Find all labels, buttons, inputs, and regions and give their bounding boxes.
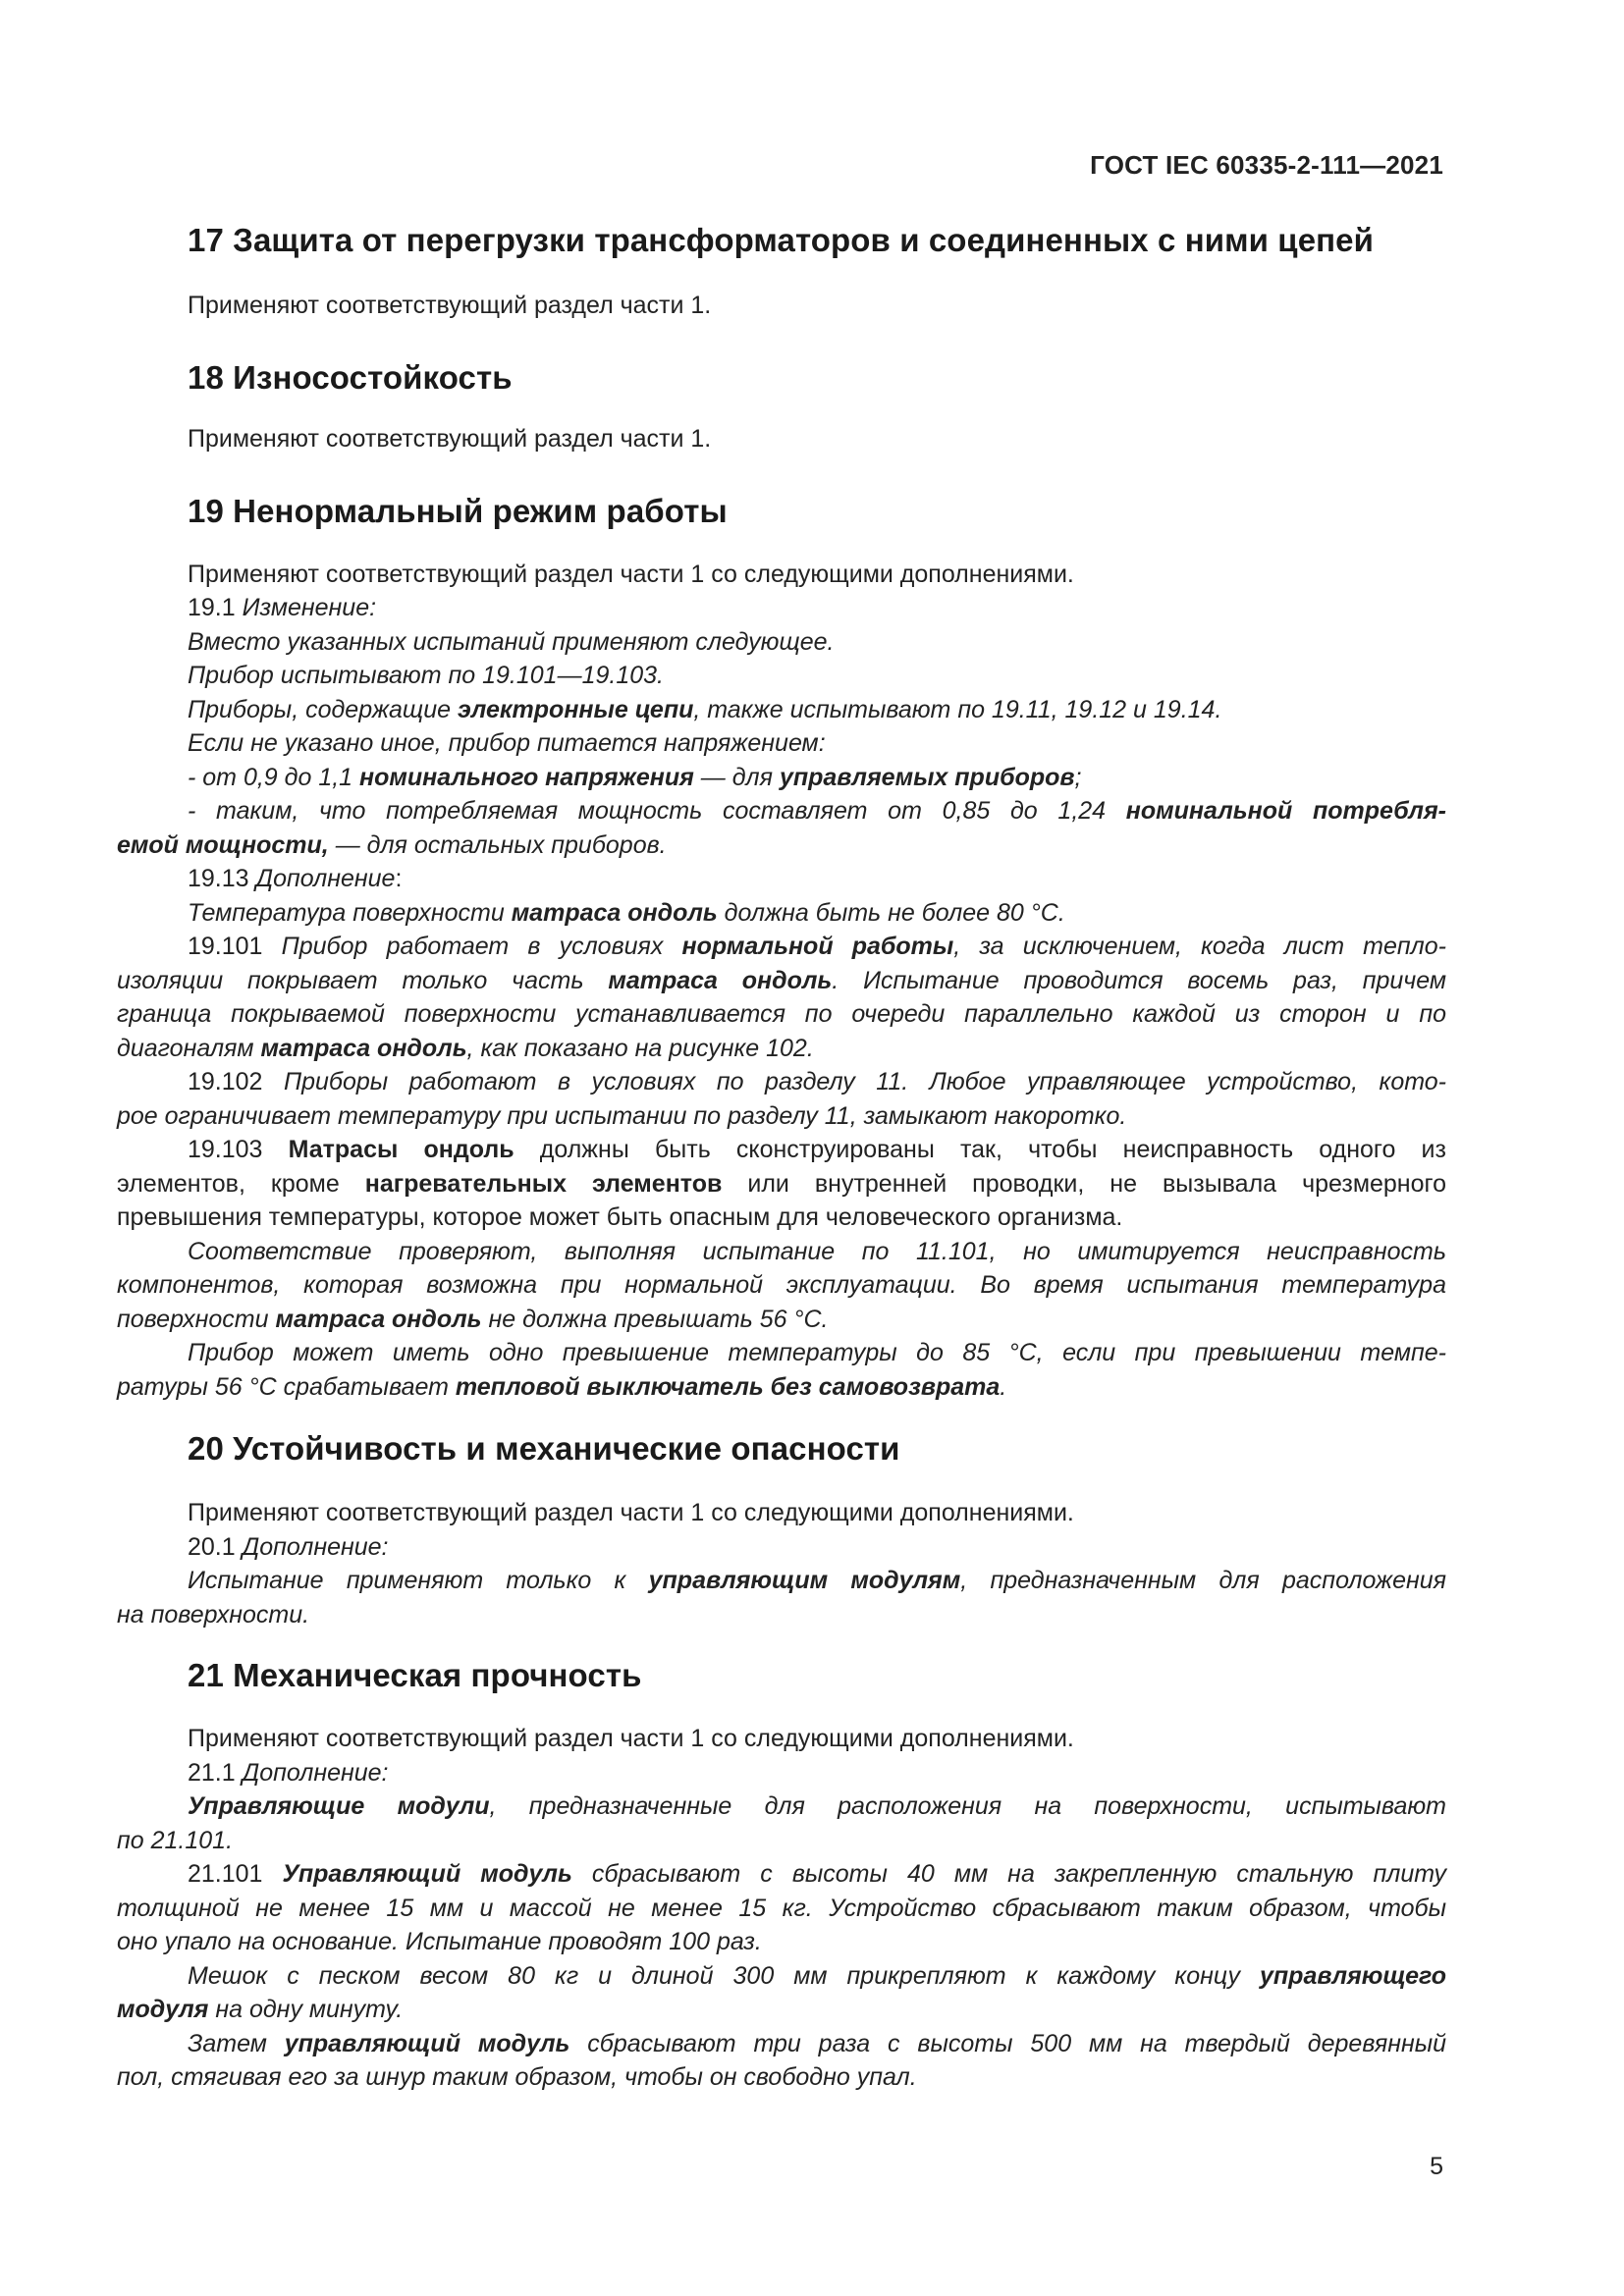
clause-19-1: 19.1 Изменение: (188, 594, 377, 621)
clause-19-103-note-line: ратуры 56 °С срабатывает тепловой выключатель без самовозврата. (117, 1373, 1007, 1401)
section-21-paragraph: Применяют соответствующий раздел части 1 со следующими дополнениями. (188, 1725, 1074, 1752)
clause-21-101-line: модуля на одну минуту. (117, 1996, 404, 2023)
section-18-paragraph: Применяют соответствующий раздел части 1. (188, 425, 712, 453)
clause-19-103-line: превышения температуры, которое может быть опасным для человеческого организма. (117, 1203, 1123, 1231)
clause-19-1-line: Если не указано иное, прибор питается напряжением: (188, 729, 826, 757)
section-21-heading: 21 Механическая прочность (188, 1657, 642, 1693)
clause-19-103: 19.103 Матрасы ондоль должны быть сконструированы так, чтобы неисправность одного из (188, 1136, 1446, 1163)
clause-19-1-list-item: - таким, что потребляемая мощность составляет от 0,85 до 1,24 номинальной потребля- (188, 797, 1446, 825)
clause-21-101-line: Мешок с песком весом 80 кг и длиной 300 мм прикрепляют к каждому концу управляющего (188, 1962, 1446, 1990)
section-17-heading: 17 Защита от перегрузки трансформаторов и соединенных с ними цепей (188, 222, 1375, 258)
clause-19-101-line: граница покрываемой поверхности устанавливается по очереди параллельно каждой из сторон и по (117, 1000, 1446, 1028)
section-19-paragraph: Применяют соответствующий раздел части 1 со следующими дополнениями. (188, 561, 1074, 588)
standard-header: ГОСТ IEC 60335-2-111—2021 (1090, 150, 1443, 180)
page-number: 5 (1430, 2153, 1443, 2180)
clause-19-1-line: Вместо указанных испытаний применяют следующее. (188, 628, 835, 656)
clause-21-1-line: Управляющие модули, предназначенные для расположения на поверхности, испытывают (188, 1792, 1446, 1820)
clause-19-103-compliance-line: компонентов, которая возможна при нормальной эксплуатации. Во время испытания температура (117, 1271, 1446, 1299)
clause-19-101: 19.101 Прибор работает в условиях нормальной работы, за исключением, когда лист тепло- (188, 933, 1446, 960)
clause-20-1: 20.1 Дополнение: (188, 1533, 389, 1561)
section-18-heading: 18 Износостойкость (188, 359, 513, 396)
section-20-heading: 20 Устойчивость и механические опасности (188, 1430, 900, 1467)
clause-21-1-line: по 21.101. (117, 1827, 234, 1854)
clause-21-101-line: Затем управляющий модуль сбрасывают три раза с высоты 500 мм на твердый деревянный (188, 2030, 1447, 2057)
clause-19-102: 19.102 Приборы работают в условиях по разделу 11. Любое управляющее устройство, кото- (188, 1068, 1446, 1095)
clause-21-101: 21.101 Управляющий модуль сбрасывают с высоты 40 мм на закрепленную стальную плиту (188, 1860, 1446, 1888)
clause-19-13-line: Температура поверхности матраса ондоль должна быть не более 80 °С. (188, 899, 1065, 927)
section-20-paragraph: Применяют соответствующий раздел части 1 со следующими дополнениями. (188, 1499, 1074, 1526)
clause-21-1: 21.1 Дополнение: (188, 1759, 389, 1787)
section-17-paragraph: Применяют соответствующий раздел части 1. (188, 292, 712, 319)
clause-19-103-note: Прибор может иметь одно превышение температуры до 85 °С, если при превышении темпе- (188, 1339, 1446, 1366)
clause-19-1-list-item-cont: емой мощности, — для остальных приборов. (117, 831, 667, 859)
clause-21-101-line: толщиной не менее 15 мм и массой не менее 15 кг. Устройство сбрасывают таким образом, чтобы (117, 1895, 1446, 1922)
clause-19-1-line: Прибор испытывают по 19.101—19.103. (188, 662, 664, 689)
clause-19-13: 19.13 Дополнение: (188, 865, 403, 892)
clause-19-103-compliance: Соответствие проверяют, выполняя испытание по 11.101, но имитируется неисправность (188, 1238, 1446, 1265)
clause-19-103-compliance-line: поверхности матраса ондоль не должна превышать 56 °С. (117, 1306, 829, 1333)
section-19-heading: 19 Ненормальный режим работы (188, 493, 728, 529)
clause-19-1-list-item: - от 0,9 до 1,1 номинального напряжения — для управляемых приборов; (188, 764, 1082, 791)
clause-19-101-line: изоляции покрывает только часть матраса ондоль. Испытание проводится восемь раз, причем (117, 967, 1446, 994)
clause-19-103-line: элементов, кроме нагревательных элементов или внутренней проводки, не вызывала чрезмерного (117, 1170, 1446, 1198)
clause-19-102-line: рое ограничивает температуру при испытании по разделу 11, замыкают накоротко. (117, 1102, 1127, 1130)
clause-20-1-line: Испытание применяют только к управляющим модулям, предназначенным для расположения (188, 1567, 1446, 1594)
clause-19-101-line: диагоналям матраса ондоль, как показано на рисунке 102. (117, 1035, 814, 1062)
clause-21-101-line: оно упало на основание. Испытание проводят 100 раз. (117, 1928, 762, 1955)
clause-21-101-line: пол, стягивая его за шнур таким образом, чтобы он свободно упал. (117, 2063, 917, 2091)
clause-20-1-line: на поверхности. (117, 1601, 310, 1629)
clause-19-1-line: Приборы, содержащие электронные цепи, также испытывают по 19.11, 19.12 и 19.14. (188, 696, 1222, 723)
